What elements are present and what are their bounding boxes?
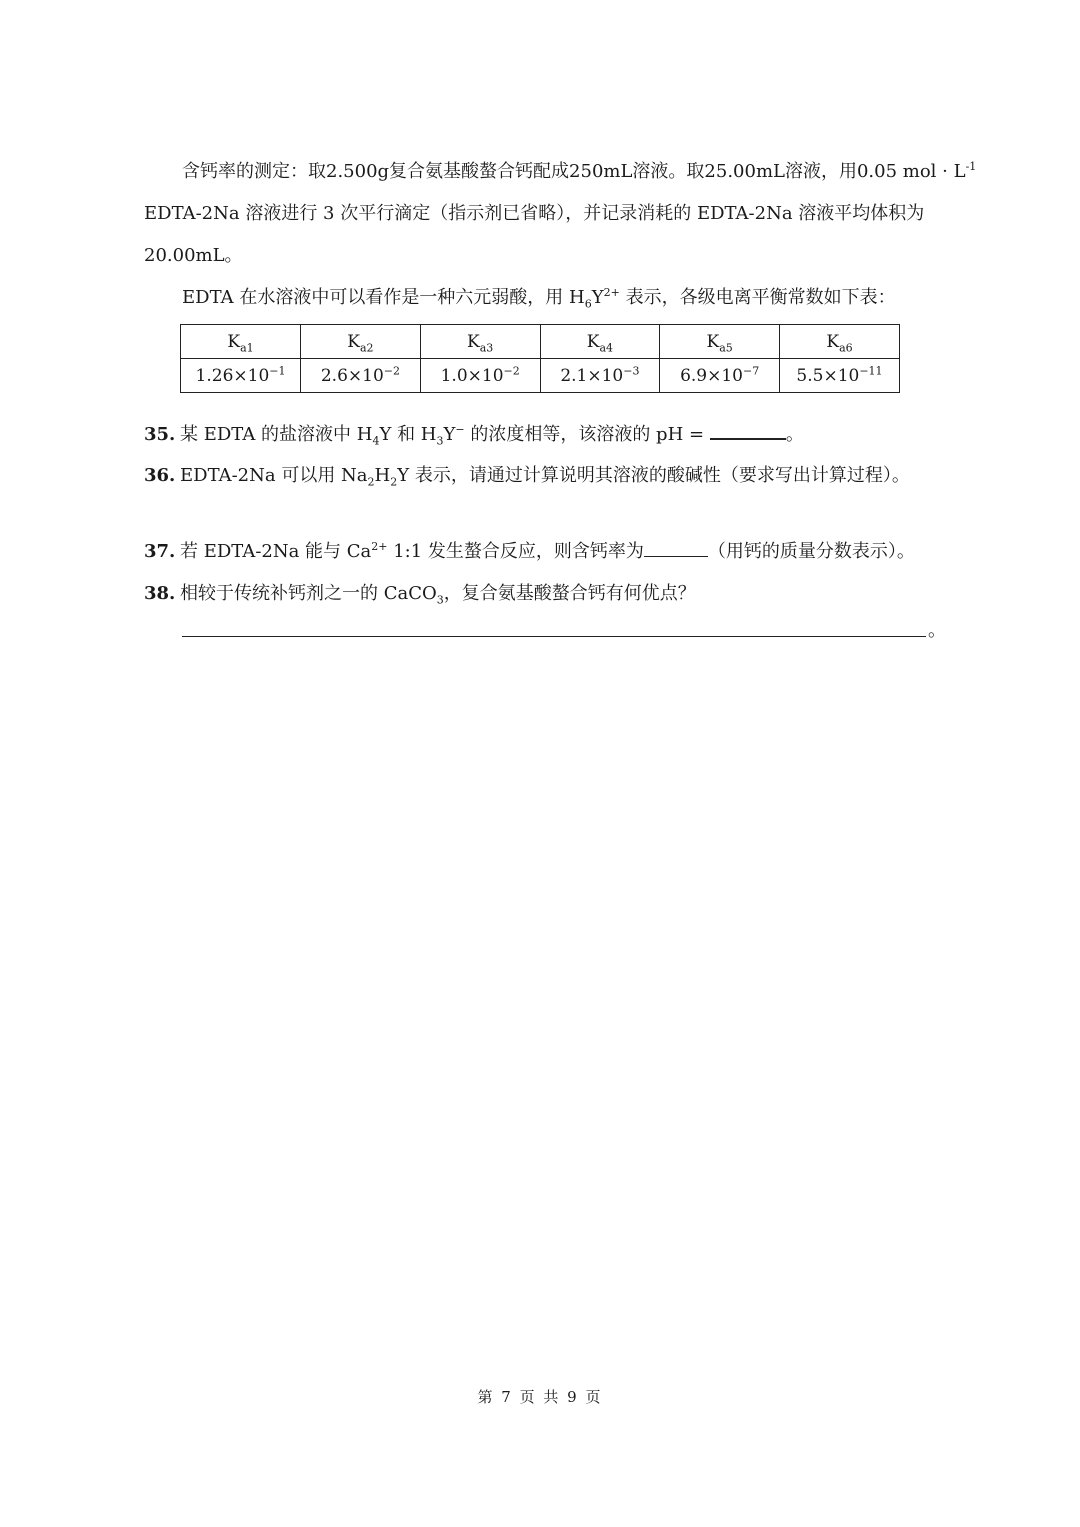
question-35: 35. 某 EDTA 的盐溶液中 $H_4Y$ 和 $H_3Y^-$ 的浓度相等，该溶液的 pH = 。	[144, 423, 804, 448]
answer-end-mark: 。	[928, 620, 946, 641]
intro-line-1: 含钙率的测定：取2.500g复合氨基酸螯合钙配成250mL溶液。取25.00mL溶液，用0.05 mol · $L^{-1}$	[182, 160, 977, 182]
ka-header-cell: $K_{a6}$	[780, 325, 900, 359]
ka-value-cell: $2.6\times 10^{-2}$	[301, 359, 421, 393]
edta-intro: EDTA 在水溶液中可以看作是一种六元弱酸，用 $H_6Y^{2+}$ 表示，各级电离平衡常数如下表：	[182, 286, 896, 311]
answer-blank-35[interactable]	[710, 422, 786, 440]
ka-value-cell: $6.9\times 10^{-7}$	[660, 359, 780, 393]
ka-header-cell: $K_{a5}$	[660, 325, 780, 359]
ka-value-cell: $1.26\times 10^{-1}$	[181, 359, 301, 393]
ka-value-cell: $1.0\times 10^{-2}$	[420, 359, 540, 393]
page-footer: 第 7 页 共 9 页	[477, 1388, 603, 1406]
ka-header-row	[181, 325, 900, 359]
question-38: 38. 相较于传统补钙剂之一的 CaCO$_3$，复合氨基酸螯合钙有何优点？	[144, 583, 696, 607]
answer-line-38[interactable]	[182, 636, 926, 637]
ka-header-cell: $K_{a1}$	[181, 325, 301, 359]
intro-line-2: EDTA-2Na 溶液进行 3 次平行滴定（指示剂已省略），并记录消耗的 EDTA-2Na 溶液平均体积为	[144, 203, 925, 224]
ka-table	[180, 324, 900, 393]
ka-value-cell: $2.1\times 10^{-3}$	[540, 359, 660, 393]
ka-header-cell: $K_{a3}$	[420, 325, 540, 359]
intro-line-3: 20.00mL。	[144, 245, 243, 266]
ka-header-cell: $K_{a2}$	[301, 325, 421, 359]
question-36: 36. EDTA-2Na 可以用 $Na_2H_2Y$ 表示，请通过计算说明其溶液的酸碱性（要求写出计算过程）。	[144, 465, 910, 489]
ka-value-row	[181, 359, 900, 393]
ka-header-cell: $K_{a4}$	[540, 325, 660, 359]
ka-value-cell: $5.5\times 10^{-11}$	[780, 359, 900, 393]
question-37: 37. 若 EDTA-2Na 能与 $Ca^{2+}$ 1:1 发生螯合反应，则含钙率为 （用钙的质量分数表示）。	[144, 540, 915, 562]
answer-blank-37[interactable]	[644, 540, 708, 557]
